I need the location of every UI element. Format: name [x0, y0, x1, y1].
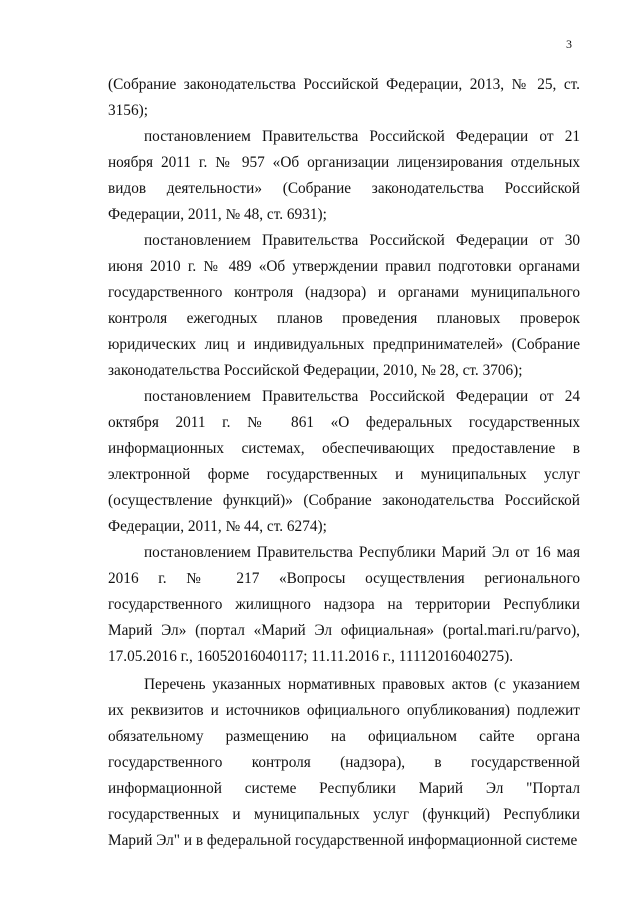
paragraph-postanovlenie-861: постановлением Правительства Российской Федерации от 24 октября 2011 г. № 861 «О федеральных государственных информационных системах, обеспечивающих предоставление в электронной форме государственных и муниципальных услуг (осуществление функций)» (Собрание законодательства Российской Федерации, 2011, № 44, ст. 6274);	[108, 388, 580, 535]
paragraph-perechen: Перечень указанных нормативных правовых актов (с указанием их реквизитов и источников официального опубликования) подлежит обязательному размещению на официальном сайте органа государственного контроля (надзора), в государственной информационной системе Республики Марий Эл "Портал государственных и муниципальных услуг (функций) Республики Марий Эл" и в федеральной государственной информационной системе	[108, 676, 580, 849]
paragraph-postanovlenie-489: постановлением Правительства Российской Федерации от 30 июня 2010 г. № 489 «Об утверждении правил подготовки органами государственного контроля (надзора) и органами муниципального контроля ежегодных планов проведения плановых проверок юридических лиц и индивидуальных предпринимателей» (Собрание законодательства Российской Федерации, 2010, № 28, ст. 3706);	[108, 232, 580, 379]
paragraph-postanovlenie-217: постановлением Правительства Республики Марий Эл от 16 мая 2016 г. № 217 «Вопросы осуществления регионального государственного жилищного надзора на территории Республики Марий Эл» (портал «Марий Эл официальная» (portal.mari.ru/parvo), 17.05.2016 г., 16052016040117; 11.11.2016 г., 11112016040275).	[108, 544, 580, 665]
paragraph-postanovlenie-957: постановлением Правительства Российской Федерации от 21 ноября 2011 г. № 957 «Об организации лицензирования отдельных видов деятельности» (Собрание законодательства Российской Федерации, 2011, № 48, ст. 6931);	[108, 128, 580, 223]
paragraph-sobranie-2013: (Собрание законодательства Российской Федерации, 2013, № 25, ст. 3156);	[108, 76, 580, 119]
document-body	[108, 72, 580, 854]
page-number: 3	[566, 37, 572, 51]
